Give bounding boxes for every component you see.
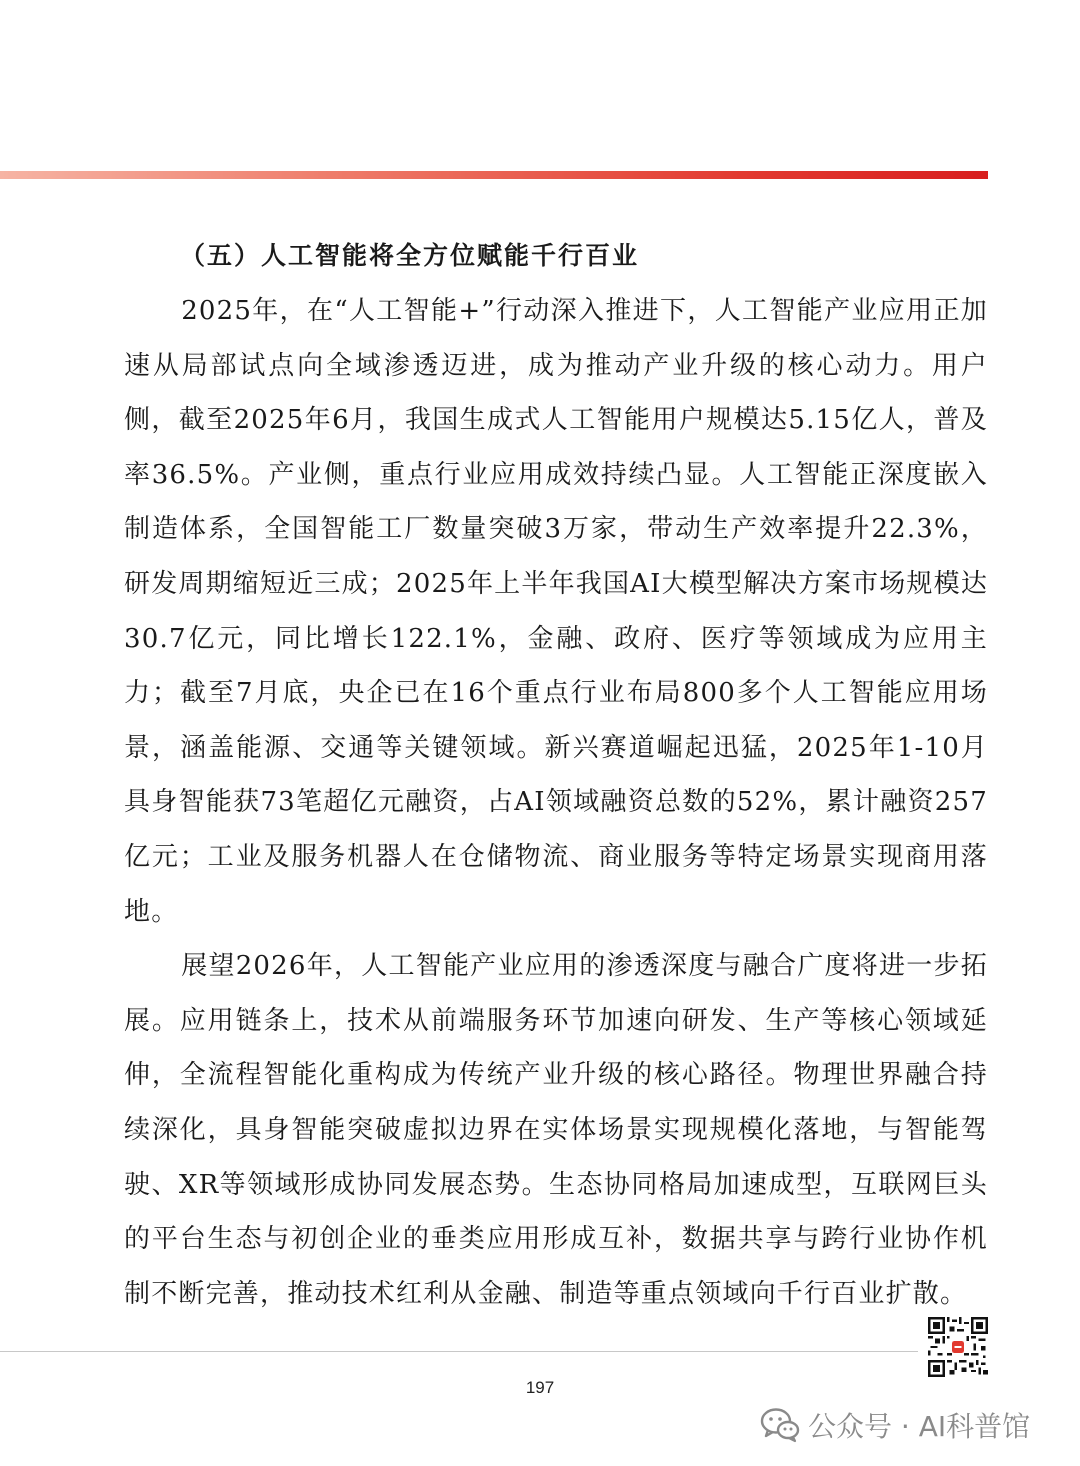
- header-accent-bar: [0, 171, 988, 179]
- paragraph-2: 展望2026年，人工智能产业应用的渗透深度与融合广度将进一步拓展。应用链条上，技术从前端服务环节加速向研发、生产等核心领域延伸，全流程智能化重构成为传统产业升级的核心路径。物理世界融合持续深化，具身智能突破虚拟边界在实体场景实现规模化落地，与智能驾驶、XR等领域形成协同发展态势。生态协同格局加速成型，互联网巨头的平台生态与初创企业的垂类应用形成互补，数据共享与跨行业协作机制不断完善，推动技术红利从金融、制造等重点领域向千行百业扩散。: [124, 951, 988, 1309]
- page-number: 197: [525, 1378, 555, 1397]
- watermark-text: 公众号 · AI科普馆: [808, 1410, 1031, 1443]
- section-heading: （五）人工智能将全方位赋能千行百业: [180, 241, 640, 270]
- qr-code-icon[interactable]: [928, 1317, 988, 1377]
- watermark: [760, 1401, 1030, 1449]
- paragraph-1: 2025年，在“人工智能+”行动深入推进下，人工智能产业应用正加速从局部试点向全域渗透迈进，成为推动产业升级的核心动力。用户侧，截至2025年6月，我国生成式人工智能用户规模达5.15亿人，普及率36.5%。产业侧，重点行业应用成效持续凸显。人工智能正深度嵌入制造体系，全国智能工厂数量突破3万家，带动生产效率提升22.3%，研发周期缩短近三成；2025年上半年我国AI大模型解决方案市场规模达30.7亿元，同比增长122.1%，金融、政府、医疗等领域成为应用主力；截至7月底，央企已在16个重点行业布局800多个人工智能应用场景，涵盖能源、交通等关键领域。新兴赛道崛起迅猛，2025年1-10月具身智能获73笔超亿元融资，占AI领域融资总数的52%，累计融资257亿元；工业及服务机器人在仓储物流、商业服务等特定场景实现商用落地。: [124, 296, 989, 927]
- body-text: [124, 284, 988, 1321]
- wechat-icon: [760, 1407, 800, 1443]
- footer-divider: [0, 1351, 918, 1352]
